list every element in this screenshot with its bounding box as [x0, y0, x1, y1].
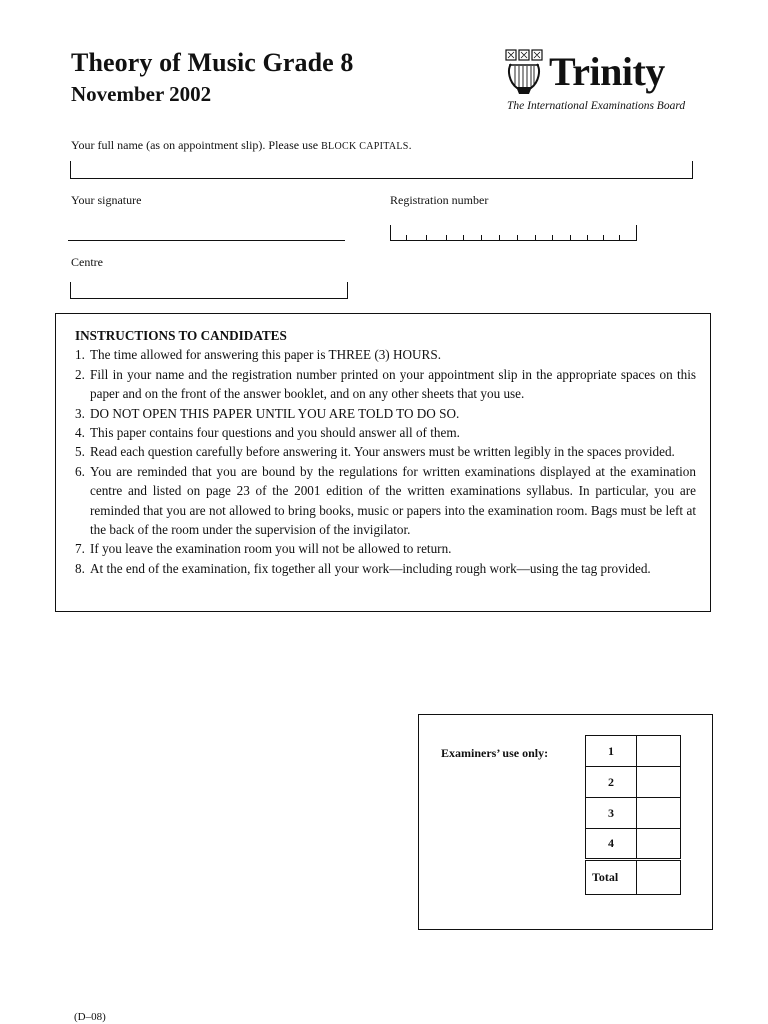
total-cell[interactable]: [637, 860, 681, 895]
reg-tick: [426, 235, 427, 240]
score-cell[interactable]: [637, 829, 681, 860]
score-table: [585, 735, 681, 895]
total-row: [586, 860, 681, 895]
score-row: [586, 736, 681, 767]
trinity-logo: [503, 48, 703, 118]
reg-tick: [619, 235, 620, 240]
instruction-text: Read each question carefully before answering it. Your answers must be written legibly in the spaces provided.: [90, 444, 675, 460]
question-number: 3: [586, 798, 637, 829]
question-number: 1: [586, 736, 637, 767]
instruction-item: [75, 365, 696, 404]
logo-tagline: The International Examinations Board: [507, 100, 686, 112]
reg-tick: [517, 235, 518, 240]
signature-label: Your signature: [71, 193, 142, 207]
instruction-item: [75, 539, 696, 558]
reg-tick: [463, 235, 464, 240]
reg-tick: [535, 235, 536, 240]
centre-field[interactable]: [70, 282, 348, 299]
score-row: [586, 767, 681, 798]
total-label: Total: [586, 860, 637, 895]
score-row: [586, 829, 681, 860]
instruction-number: 5.: [75, 444, 85, 460]
full-name-label-text: Your full name (as on appointment slip). Please use: [71, 138, 322, 152]
full-name-field[interactable]: [70, 161, 693, 179]
instruction-text: This paper contains four questions and you should answer all of them.: [90, 425, 460, 441]
instructions-list: [75, 345, 696, 578]
registration-number-field[interactable]: [390, 225, 637, 241]
instruction-number: 8.: [75, 560, 85, 576]
instruction-item: [75, 423, 696, 442]
full-name-label: [71, 138, 412, 153]
signature-field[interactable]: [68, 240, 345, 241]
instruction-text: The time allowed for answering this paper is THREE (3) HOURS.: [90, 347, 441, 363]
instruction-text: You are reminded that you are bound by the regulations for written examinations displayed at the examination centre and listed on page 23 of the 2001 edition of the written examinations syllabus. In particular, you are reminded that you are not allowed to bring books, music or papers into the examination room. Bags must be left at the back of the room under the supervision of the invigilator.: [90, 463, 696, 538]
instruction-item: [75, 442, 696, 461]
reg-tick: [552, 235, 553, 240]
instruction-number: 2.: [75, 366, 85, 382]
full-name-label-end: .: [408, 138, 412, 152]
reg-tick: [570, 235, 571, 240]
question-number: 4: [586, 829, 637, 860]
reg-tick: [446, 235, 447, 240]
reg-tick: [587, 235, 588, 240]
instruction-text: If you leave the examination room you will not be allowed to return.: [90, 541, 452, 557]
score-cell[interactable]: [637, 736, 681, 767]
exam-date: November 2002: [71, 82, 212, 106]
logo-name: Trinity: [549, 49, 665, 94]
instruction-text: Fill in your name and the registration number printed on your appointment slip in the appropriate spaces on this paper and on the front of the answer booklet, and on any other sheets that you use.: [90, 366, 696, 402]
examiners-label: Examiners’ use only:: [441, 746, 549, 760]
crest-lyre-icon: [503, 48, 545, 96]
paper-code: (D–08): [74, 1011, 106, 1023]
question-number: 2: [586, 767, 637, 798]
examiners-box: [418, 714, 713, 930]
reg-tick: [499, 235, 500, 240]
instruction-number: 6.: [75, 463, 85, 479]
score-row: [586, 798, 681, 829]
instruction-text: At the end of the examination, fix together all your work—including rough work—using the tag provided.: [90, 560, 651, 576]
reg-tick: [481, 235, 482, 240]
instruction-item: [75, 462, 696, 540]
block-capitals-text: BLOCK CAPITALS: [321, 141, 409, 152]
reg-tick: [603, 235, 604, 240]
instructions-box: [55, 313, 711, 612]
instruction-number: 3.: [75, 405, 85, 421]
instruction-item: [75, 559, 696, 578]
instructions-heading: INSTRUCTIONS TO CANDIDATES: [75, 328, 287, 343]
registration-label: Registration number: [390, 193, 489, 207]
instruction-item: [75, 404, 696, 423]
page-title: Theory of Music Grade 8: [71, 48, 354, 77]
instruction-number: 4.: [75, 425, 85, 441]
score-cell[interactable]: [637, 798, 681, 829]
score-cell[interactable]: [637, 767, 681, 798]
instruction-number: 7.: [75, 541, 85, 557]
instruction-item: [75, 345, 696, 364]
instruction-number: 1.: [75, 347, 85, 363]
reg-tick: [406, 235, 407, 240]
instruction-text: DO NOT OPEN THIS PAPER UNTIL YOU ARE TOLD TO DO SO.: [90, 405, 460, 421]
centre-label: Centre: [71, 255, 103, 269]
